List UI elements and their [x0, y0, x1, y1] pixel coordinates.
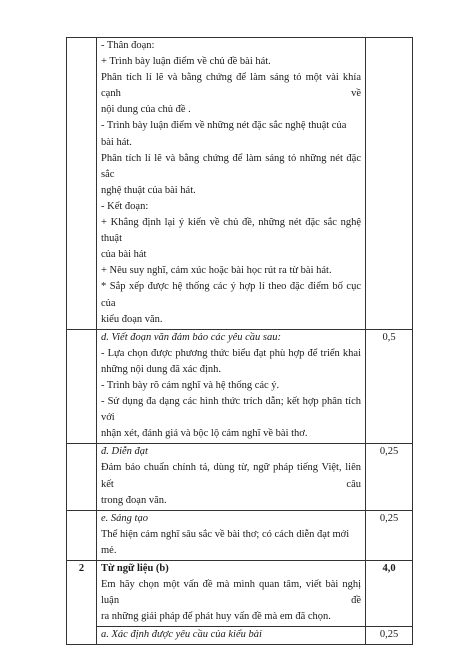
- score-cell: 4,0: [366, 561, 413, 627]
- rubric-row-a: [67, 627, 413, 645]
- score-cell: 0,25: [366, 510, 413, 560]
- question-number-cell: [67, 510, 97, 560]
- question-number-cell: [67, 329, 97, 444]
- text-line: - Sử dụng đa dạng các hình thức trích dẫn; kết hợp phân tích với: [101, 396, 361, 424]
- criteria-cell: [97, 627, 366, 645]
- text-line: * Sắp xếp được hệ thống các ý hợp lí theo đặc điểm bố cục của: [101, 281, 361, 309]
- text-line: - Trình bày luận điểm về những nét đặc sắc nghệ thuật của bài hát.: [101, 120, 347, 148]
- text-line: + Trình bày luận điểm về chủ đề bài hát.: [101, 56, 271, 68]
- text-line: trong đoạn văn.: [101, 494, 167, 506]
- question-title: Từ ngữ liệu (b): [101, 563, 169, 574]
- text-line: kiểu đoạn văn.: [101, 313, 163, 325]
- text-line: Phân tích lí lẽ và bằng chứng để làm sáng tỏ một vài khía cạnh về: [101, 72, 361, 100]
- rubric-row-e: [67, 510, 413, 560]
- question-number-cell: 2: [67, 561, 97, 645]
- score-cell: [366, 38, 413, 330]
- criteria-cell: [97, 444, 366, 510]
- criterion-heading: e. Sáng tạo: [101, 512, 148, 524]
- question-number-cell: [67, 444, 97, 510]
- criteria-cell: [97, 561, 366, 627]
- score-cell: 0,5: [366, 329, 413, 444]
- text-line: - Thân đoạn:: [101, 40, 155, 51]
- text-line: của bài hát: [101, 249, 147, 261]
- criteria-cell: [97, 329, 366, 444]
- text-line: ra những giải pháp để phát huy vấn đề mà em đã chọn.: [101, 611, 331, 623]
- text-line: Em hãy chọn một vấn đề mà mình quan tâm, viết bài nghị luận đề: [101, 579, 361, 607]
- rubric-row-dd: [67, 444, 413, 510]
- text-line: - Kết đoạn:: [101, 200, 149, 212]
- text-line: - Trình bày rõ cảm nghĩ và hệ thống các ý.: [101, 379, 280, 391]
- score-cell: 0,25: [366, 444, 413, 510]
- criteria-cell: [97, 38, 366, 330]
- criterion-heading: d. Viết đoạn văn đảm bảo các yêu cầu sau:: [101, 331, 282, 343]
- rubric-row-question-2: [67, 561, 413, 627]
- rubric-row-body: [67, 38, 413, 330]
- text-line: nghệ thuật của bài hát.: [101, 184, 196, 196]
- text-line: nội dung của chủ đề .: [101, 104, 191, 116]
- text-line: Thể hiện cảm nghĩ sâu sắc về bài thơ; có cách diễn đạt mới mẻ.: [101, 528, 350, 556]
- text-line: + Khẳng định lại ý kiến về chủ đề, những nét đặc sắc nghệ thuật: [101, 217, 361, 245]
- text-line: Đảm bảo chuẩn chính tả, dùng từ, ngữ pháp tiếng Việt, liên kết câu: [101, 462, 361, 490]
- criterion-heading: a. Xác định được yêu cầu của kiểu bài: [101, 629, 262, 641]
- criteria-cell: [97, 510, 366, 560]
- text-line: những nội dung đã xác định.: [101, 363, 222, 375]
- criterion-heading: đ. Diễn đạt: [101, 446, 148, 458]
- text-line: Phân tích lí lẽ và bằng chứng để làm sáng tỏ những nét đặc sắc: [101, 152, 361, 180]
- text-line: - Lựa chọn được phương thức biểu đạt phù hợp để triển khai: [101, 347, 361, 359]
- question-number-cell: [67, 38, 97, 330]
- rubric-row-d: [67, 329, 413, 444]
- grading-rubric-table: [66, 37, 413, 645]
- text-line: nhận xét, đánh giá và bộc lộ cảm nghĩ về bài thơ.: [101, 428, 308, 440]
- score-cell: 0,25: [366, 627, 413, 645]
- text-line: + Nêu suy nghĩ, cảm xúc hoặc bài học rút ra từ bài hát.: [101, 265, 332, 277]
